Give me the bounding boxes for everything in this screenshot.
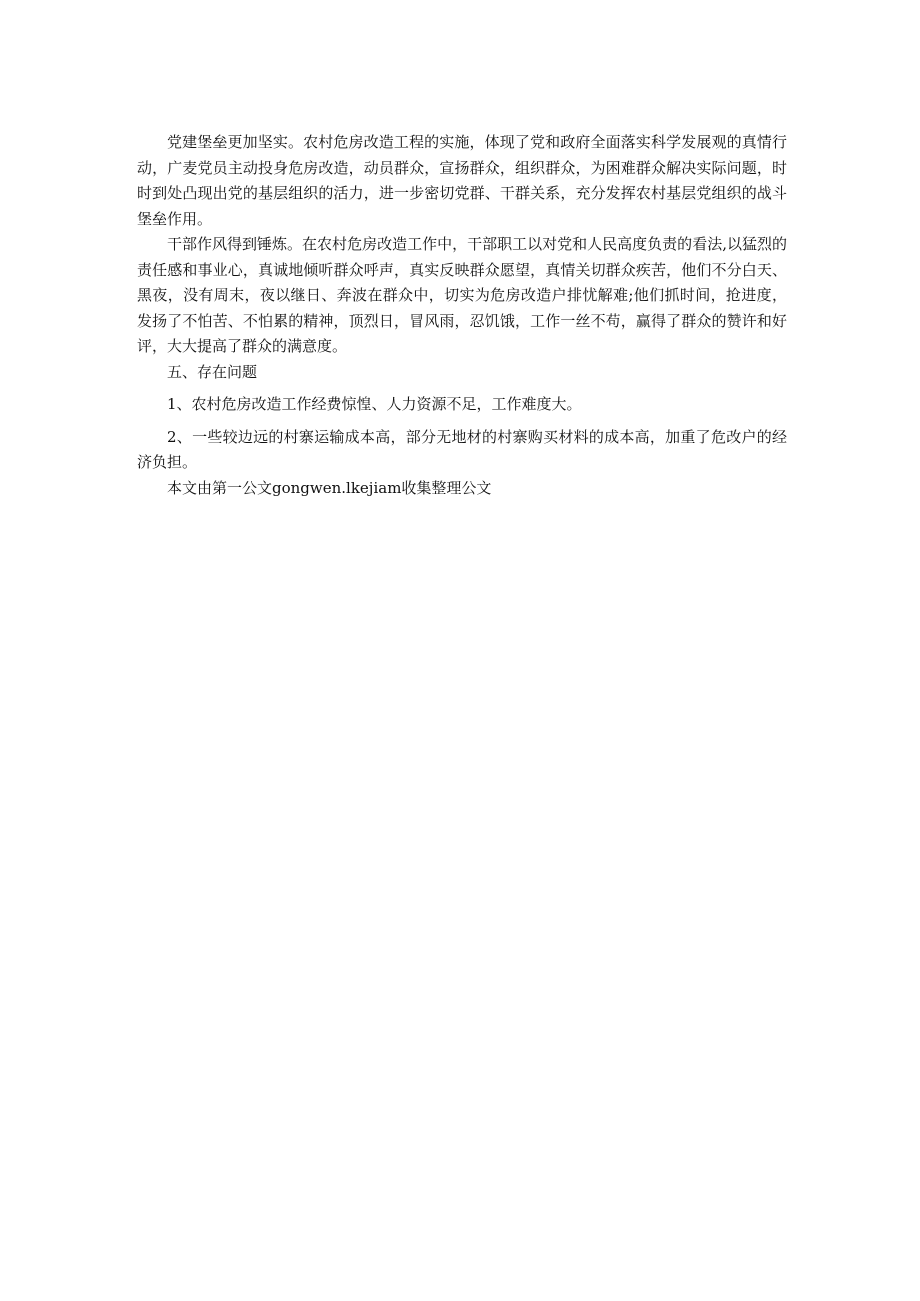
paragraph-cadre-style: 干部作风得到锤炼。在农村危房改造工作中，干部职工以对党和人民高度负责的看法,以猛烈的责任感和事业心，真诚地倾听群众呼声，真实反映群众愿望，真情关切群众疾苦，他们不分白天、黑夜，没有周末，夜以继日、奔波在群众中，切实为危房改造户排忧解难;他们抓时间，抢进度，发扬了不怕苦、不怕累的精神，顶烈日，冒风雨，忍饥饿，工作一丝不苟，赢得了群众的赞许和好评，大大提高了群众的满意度。 (137, 235, 787, 355)
section-heading-existing-problems: 五、存在问题 (167, 362, 258, 381)
source-footer: 本文由第一公文gongwen.lkejiam收集整理公文 (167, 478, 492, 497)
paragraph-party-building: 党建堡垒更加坚实。农村危房改造工程的实施，体现了党和政府全面落实科学发展观的真情行动，广麦党员主动投身危房改造，动员群众，宣扬群众，组织群众，为困难群众解决实际问题，时时到处凸现出党的基层组织的活力，进一步密切党群、干群关系，充分发挥农村基层党组织的战斗堡垒作用。 (137, 133, 787, 228)
document-page (137, 130, 787, 501)
issue-item-1: 1、农村危房改造工作经费惊惶、人力资源不足，工作难度大。 (167, 395, 582, 413)
issue-item-2: 2、一些较边远的村寨运输成本高，部分无地材的村寨购买材料的成本高，加重了危改户的经济负担。 (137, 427, 787, 471)
